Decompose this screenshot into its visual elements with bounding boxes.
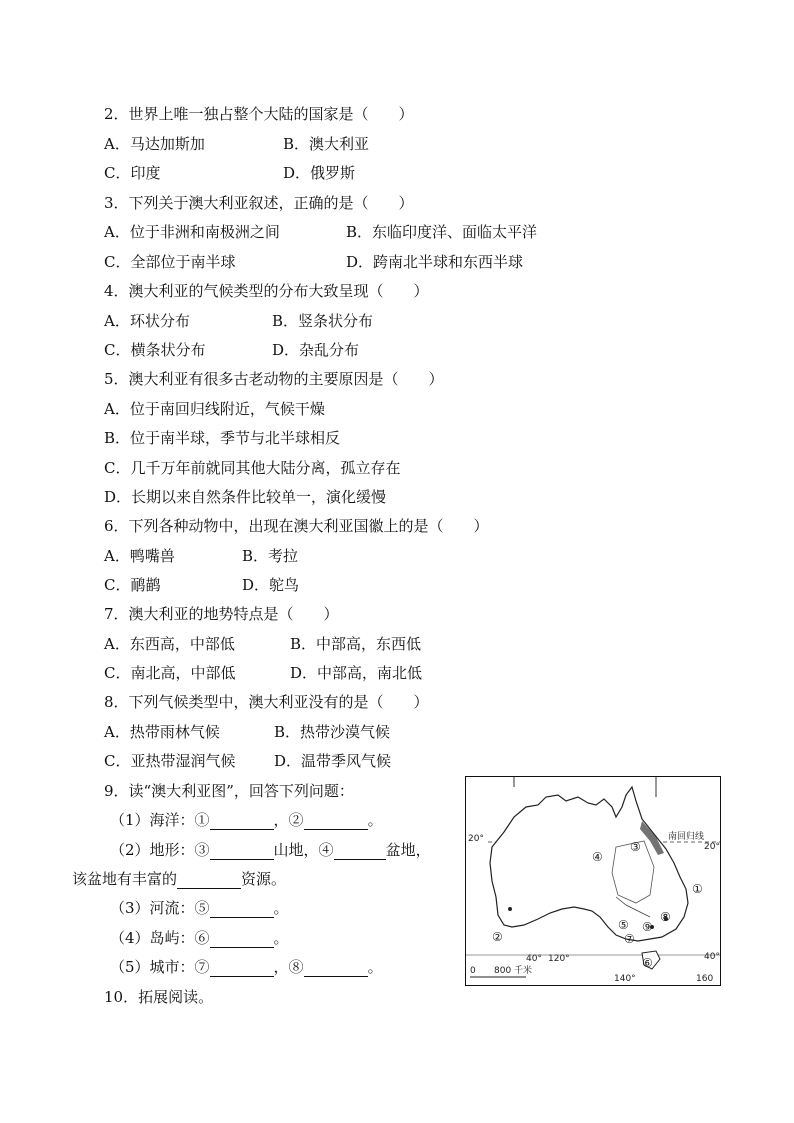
lat-40-right: 40° (704, 952, 720, 962)
part4-label: （4）岛屿：⑥ (110, 929, 210, 947)
australia-map-svg (466, 777, 720, 985)
lon-140: 140° (614, 974, 636, 984)
part2-cont-end: 资源。 (241, 870, 287, 888)
option-c: C．印度 (104, 164, 161, 182)
option-b: B．澳大利亚 (283, 135, 370, 153)
option-b: B．竖条状分布 (272, 312, 374, 330)
option-d: D．鸵鸟 (242, 576, 300, 594)
part1-label: （1）海洋：① (110, 811, 210, 829)
option-b: B．东临印度洋、面临太平洋 (346, 223, 538, 241)
lat-40-left: 40° (526, 954, 542, 964)
part2-cont-label: 该盆地有丰富的 (72, 870, 178, 888)
answer-blank[interactable] (177, 872, 241, 889)
answer-blank[interactable] (210, 843, 274, 860)
question-2-stem: 2．世界上唯一独占整个大陆的国家是（ ） (104, 105, 414, 123)
option-b: B．中部高，东西低 (290, 635, 422, 653)
option-a: A．热带雨林气候 (104, 723, 220, 741)
part1-end: 。 (367, 811, 383, 829)
option-a: A．环状分布 (104, 312, 190, 330)
question-5-stem: 5．澳大利亚有很多古老动物的主要原因是（ ） (104, 370, 444, 388)
option-a: A．位于非洲和南极洲之间 (104, 223, 280, 241)
part1-sep: ，② (273, 811, 304, 829)
marker-8: ⑧ (660, 910, 671, 924)
question-4-stem: 4．澳大利亚的气候类型的分布大致呈现（ ） (104, 282, 429, 300)
question-7-stem: 7．澳大利亚的地势特点是（ ） (104, 605, 339, 623)
lat-20-right: 20° (704, 842, 720, 852)
answer-blank[interactable] (210, 813, 274, 830)
australia-map (465, 776, 721, 986)
lat-20-left: 20° (468, 834, 484, 844)
lon-120: 120° (548, 954, 570, 964)
option-d: D．俄罗斯 (283, 164, 356, 182)
city-dot (508, 907, 512, 911)
lon-160: 160 (696, 974, 714, 984)
option-d: D．跨南北半球和东西半球 (346, 253, 524, 271)
part3-end: 。 (273, 899, 289, 917)
answer-blank[interactable] (304, 960, 368, 977)
part2-sep: 山地，④ (273, 841, 334, 859)
option-c: C．南北高，中部低 (104, 664, 236, 682)
question-8-stem: 8．下列气候类型中，澳大利亚没有的是（ ） (104, 693, 429, 711)
part5-label: （5）城市：⑦ (110, 958, 210, 976)
answer-blank[interactable] (210, 931, 274, 948)
answer-blank[interactable] (210, 901, 274, 918)
question-6-stem: 6．下列各种动物中，出现在澳大利亚国徽上的是（ ） (104, 517, 489, 535)
part5-end: 。 (367, 958, 383, 976)
option-a: A．鸭嘴兽 (104, 547, 175, 565)
marker-7: ⑦ (624, 932, 635, 946)
option-b: B．位于南半球，季节与北半球相反 (104, 429, 341, 447)
marker-4: ④ (592, 850, 603, 864)
marker-6: ⑥ (642, 956, 653, 970)
australia-mainland (490, 787, 688, 941)
option-d: D．中部高，南北低 (290, 664, 423, 682)
option-c: C．横条状分布 (104, 341, 206, 359)
part2-label: （2）地形：③ (110, 841, 210, 859)
marker-3: ③ (630, 840, 641, 854)
marker-9: ⑨ (642, 920, 653, 934)
part3-label: （3）河流：⑤ (110, 899, 210, 917)
option-a: A．位于南回归线附近，气候干燥 (104, 400, 325, 418)
question-9-stem: 9．读“澳大利亚图”，回答下列问题： (104, 782, 354, 800)
scale-label: 800 千米 (494, 966, 533, 976)
scale-zero: 0 (470, 966, 476, 976)
option-c: C．亚热带湿润气候 (104, 752, 236, 770)
marker-1: ① (692, 882, 703, 896)
tropic-label: 南回归线 (668, 832, 705, 842)
part2-end: 盆地， (385, 841, 431, 859)
answer-blank[interactable] (304, 813, 368, 830)
option-a: A．马达加斯加 (104, 135, 205, 153)
marker-2: ② (492, 930, 503, 944)
option-d: D．温带季风气候 (274, 752, 392, 770)
answer-blank[interactable] (210, 960, 274, 977)
part5-sep: ，⑧ (273, 958, 304, 976)
option-b: B．考拉 (242, 547, 299, 565)
option-d: D．杂乱分布 (272, 341, 360, 359)
option-c: C．鸸鹋 (104, 576, 161, 594)
question-10-stem: 10．拓展阅读。 (104, 988, 214, 1006)
option-b: B．热带沙漠气候 (274, 723, 391, 741)
option-d: D．长期以来自然条件比较单一，演化缓慢 (104, 488, 387, 506)
question-3-stem: 3．下列关于澳大利亚叙述，正确的是（ ） (104, 194, 414, 212)
answer-blank[interactable] (334, 843, 386, 860)
option-c: C．几千万年前就同其他大陆分离，孤立存在 (104, 459, 401, 477)
part4-end: 。 (273, 929, 289, 947)
marker-5: ⑤ (618, 918, 629, 932)
option-c: C．全部位于南半球 (104, 253, 236, 271)
option-a: A．东西高，中部低 (104, 635, 235, 653)
